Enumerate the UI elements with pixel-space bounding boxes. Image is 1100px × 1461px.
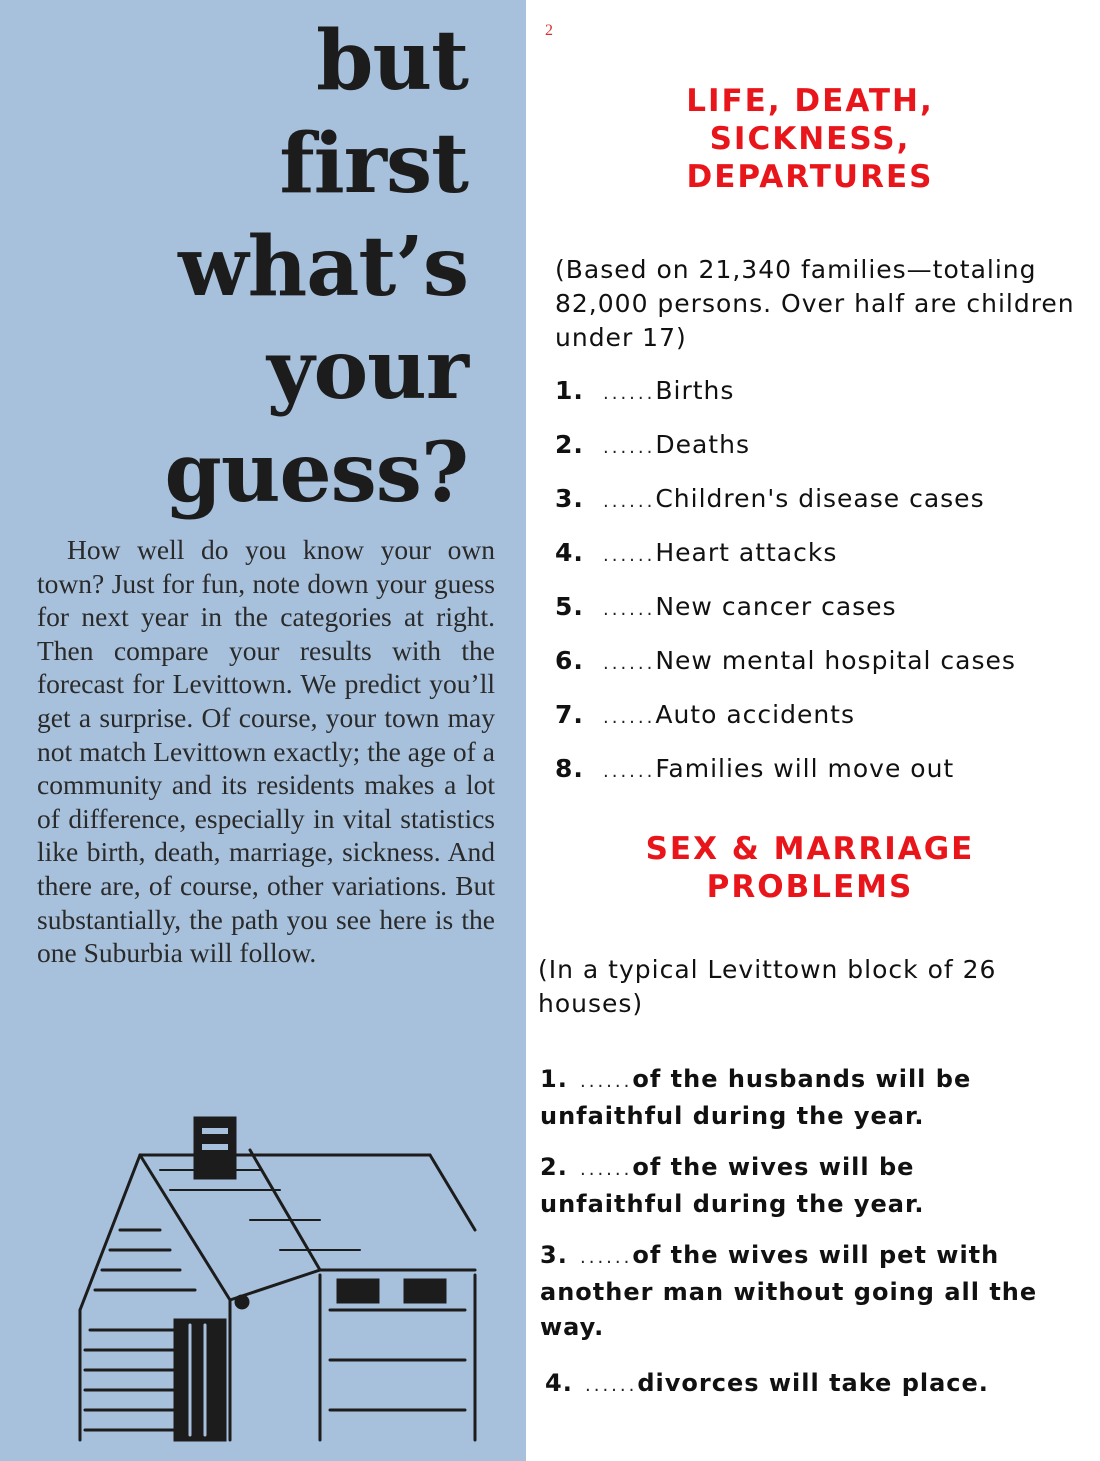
- blank-dots: ......: [603, 545, 656, 566]
- page-number: 2: [545, 22, 553, 39]
- blank-dots: ......: [580, 1159, 633, 1180]
- blank-dots: ......: [585, 1375, 638, 1396]
- blank-dots: ......: [603, 761, 656, 782]
- headline-line: first: [279, 116, 468, 212]
- list-item: [540, 1062, 1060, 1134]
- item-label: New mental hospital cases: [655, 646, 1016, 675]
- title-line: SICKNESS,: [709, 121, 911, 157]
- item-number: 4.: [555, 538, 584, 567]
- headline-line: but: [316, 13, 468, 109]
- list-item: [555, 538, 837, 571]
- list-item: [555, 646, 1016, 679]
- headline: [164, 10, 468, 525]
- item-text: divorces will take place.: [637, 1369, 989, 1397]
- item-label: Auto accidents: [655, 700, 856, 729]
- item-number: 2.: [540, 1153, 568, 1181]
- item-number: 1.: [555, 376, 584, 405]
- item-number: 6.: [555, 646, 584, 675]
- title-line: DEPARTURES: [686, 159, 934, 195]
- title-line: PROBLEMS: [706, 869, 914, 905]
- item-number: 3.: [540, 1241, 568, 1269]
- section1-note: (Based on 21,340 families—totaling 82,000 persons. Over half are children under 17): [555, 255, 1075, 352]
- item-number: 5.: [555, 592, 584, 621]
- item-text: of the wives will be unfaithful during the year.: [540, 1153, 925, 1218]
- intro-paragraph: How well do you know your own town? Just for fun, note down your guess for next year in the categories at right. Then compare your results with the forecast for Levittown. We predict you’ll get a surprise. Of course, your town may not match Levittown exactly; the age of a community and its residents makes a lot of difference, especially in vital statistics like birth, death, marriage, sickness. And there are, of course, other variations. But substantially, the path you see here is the one Suburbia will follow.: [37, 534, 495, 969]
- headline-line: what’s: [178, 219, 468, 315]
- list-item: [555, 430, 750, 463]
- house-illustration: [60, 1110, 510, 1450]
- list-item: [540, 1238, 1060, 1345]
- item-number: 4.: [545, 1369, 573, 1397]
- item-label: Births: [655, 376, 735, 405]
- section2-note: (In a typical Levittown block of 26 houses): [538, 955, 997, 1018]
- list-item: [555, 484, 985, 517]
- list-item: [540, 1150, 1060, 1222]
- item-number: 7.: [555, 700, 584, 729]
- item-number: 8.: [555, 754, 584, 783]
- blank-dots: ......: [603, 707, 656, 728]
- title-line: LIFE, DEATH,: [686, 83, 934, 119]
- blank-dots: ......: [603, 599, 656, 620]
- item-text: of the husbands will be unfaithful during the year.: [540, 1065, 972, 1130]
- headline-line: guess?: [164, 425, 468, 521]
- item-number: 1.: [540, 1065, 568, 1093]
- list-item: [555, 376, 734, 409]
- list-item: [545, 1366, 1065, 1403]
- title-line: SEX & MARRIAGE: [645, 831, 975, 867]
- item-label: Deaths: [655, 430, 750, 459]
- blank-dots: ......: [603, 437, 656, 458]
- item-label: Heart attacks: [655, 538, 838, 567]
- section-title-sex-marriage: [560, 830, 1060, 906]
- item-label: New cancer cases: [655, 592, 897, 621]
- blank-dots: ......: [603, 383, 656, 404]
- headline-line: your: [266, 322, 468, 418]
- section-title-life-death: [560, 82, 1060, 196]
- blank-dots: ......: [603, 491, 656, 512]
- blank-dots: ......: [580, 1071, 633, 1092]
- item-number: 3.: [555, 484, 584, 513]
- item-label: Families will move out: [655, 754, 955, 783]
- item-number: 2.: [555, 430, 584, 459]
- item-text: of the wives will pet with another man without going all the way.: [540, 1241, 1038, 1341]
- blank-dots: ......: [580, 1247, 633, 1268]
- left-panel: [0, 0, 526, 1461]
- blank-dots: ......: [603, 653, 656, 674]
- item-label: Children's disease cases: [655, 484, 985, 513]
- list-item: [555, 592, 897, 625]
- list-item: [555, 754, 954, 787]
- list-item: [555, 700, 855, 733]
